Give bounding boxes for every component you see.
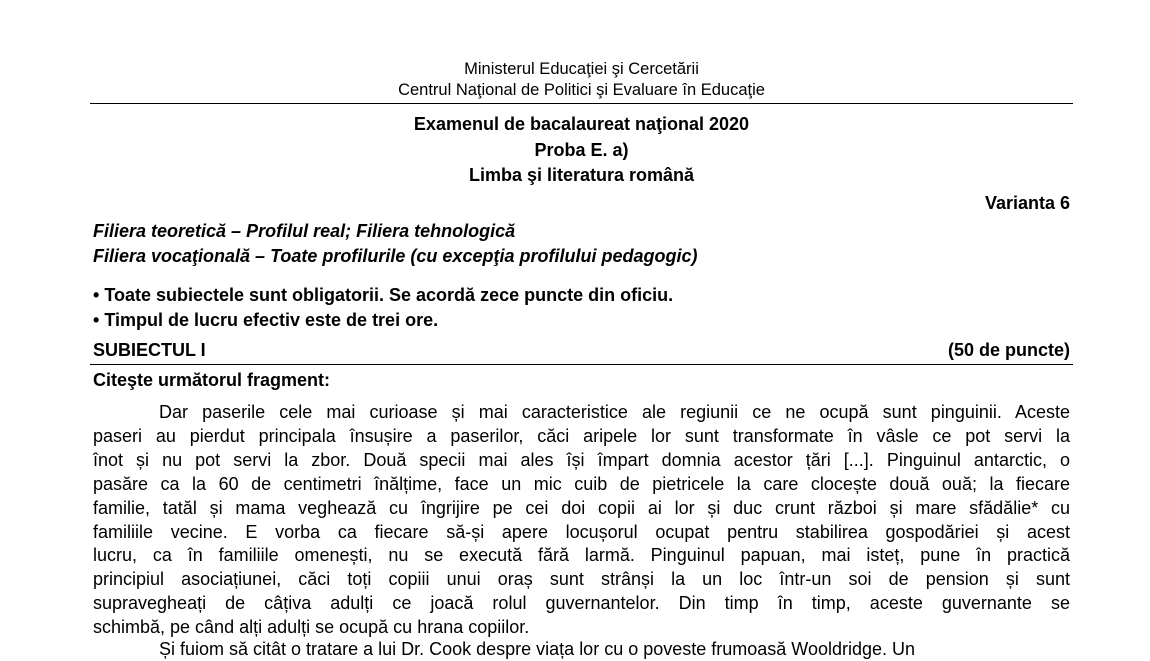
header-divider — [90, 103, 1073, 104]
fragment-line: familie, tatăl și mama veghează cu îngrijire pe cei doi copii ai lor și duc crunt război și mare sfădălie* cu — [93, 497, 1070, 518]
exam-subject: Limba şi literatura română — [468, 165, 695, 185]
exam-title-block — [90, 112, 1073, 189]
fragment-line: pasăre ca la 60 de centimetri înălțime, face un mic cuib de pietricele la care clocește două ouă; la fiecare — [93, 473, 1070, 494]
filiera-line: Filiera vocaţională – Toate profilurile (cu excepţia profilului pedagogic) — [93, 246, 698, 266]
partial-line-text: Și fuiom să citât o tratare a lui Dr. Cook despre viața lor cu o poveste frumoasă Wooldridge. Un — [159, 639, 916, 659]
filiere-block — [93, 219, 697, 269]
exam-title: Examenul de bacalaureat naţional 2020 — [413, 114, 750, 134]
fragment-line: lucru, ca în familiile omenești, nu se execută fără larmă. Pinguinul papuan, mai isteț, pune în practică — [93, 545, 1070, 566]
subject-name: SUBIECTUL I — [93, 340, 206, 360]
subject-heading-row — [93, 338, 1070, 363]
rule-item: • Timpul de lucru efectiv este de trei ore. — [93, 308, 673, 333]
fragment-line: înot și nu pot servi la zbor. Două specii mai ales își împart domnia acestor țări [...]. Pinguinul antarctic, o — [93, 449, 1070, 470]
fragment-line: supravegheați de câțiva adulți ce joacă rolul guvernantelor. Din timp în timp, aceste guvernante se — [93, 593, 1070, 614]
fragment-line: Dar paserile cele mai curioase și mai caracteristice ale regiunii ce ne ocupă sunt pinguinii. Aceste — [159, 402, 1070, 422]
exam-proba: Proba E. a) — [534, 139, 629, 160]
subject-points: (50 de puncte) — [947, 340, 1070, 360]
evaluation-center-name: Centrul Naţional de Politici şi Evaluare în Educaţie — [398, 81, 765, 99]
reading-instruction: Citeşte următorul fragment: — [93, 370, 331, 390]
fragment-line-partial — [93, 637, 1070, 659]
subject-divider — [90, 364, 1073, 365]
filiera-line: Filiera teoretică – Profilul real; Filiera tehnologică — [93, 221, 516, 241]
ministry-name: Ministerul Educaţiei şi Cercetării — [464, 60, 699, 78]
fragment-line: paseri au pierdut principala însușire a paserilor, căci aripele lor sunt transformate în vâsle ce pot servi la — [93, 425, 1070, 446]
exam-rules — [93, 283, 673, 333]
fragment-line: schimbă, pe când alți adulți se ocupă cu hrana copiilor. — [93, 617, 530, 638]
rule-item: • Toate subiectele sunt obligatorii. Se acordă zece puncte din oficiu. — [93, 283, 673, 308]
fragment-line: principiul asociațiunei, căci toți copiii unui oraș sunt strânși la un loc într-un soi de pension și sunt — [93, 569, 1070, 590]
fragment-line: familiile vecine. E vorba ca fiecare să-și apere locușorul ocupat pentru stabilirea gospodăriei și acest — [93, 521, 1070, 542]
text-fragment — [93, 401, 1070, 640]
page-header — [90, 59, 1073, 101]
exam-variant: Varianta 6 — [984, 193, 1070, 213]
